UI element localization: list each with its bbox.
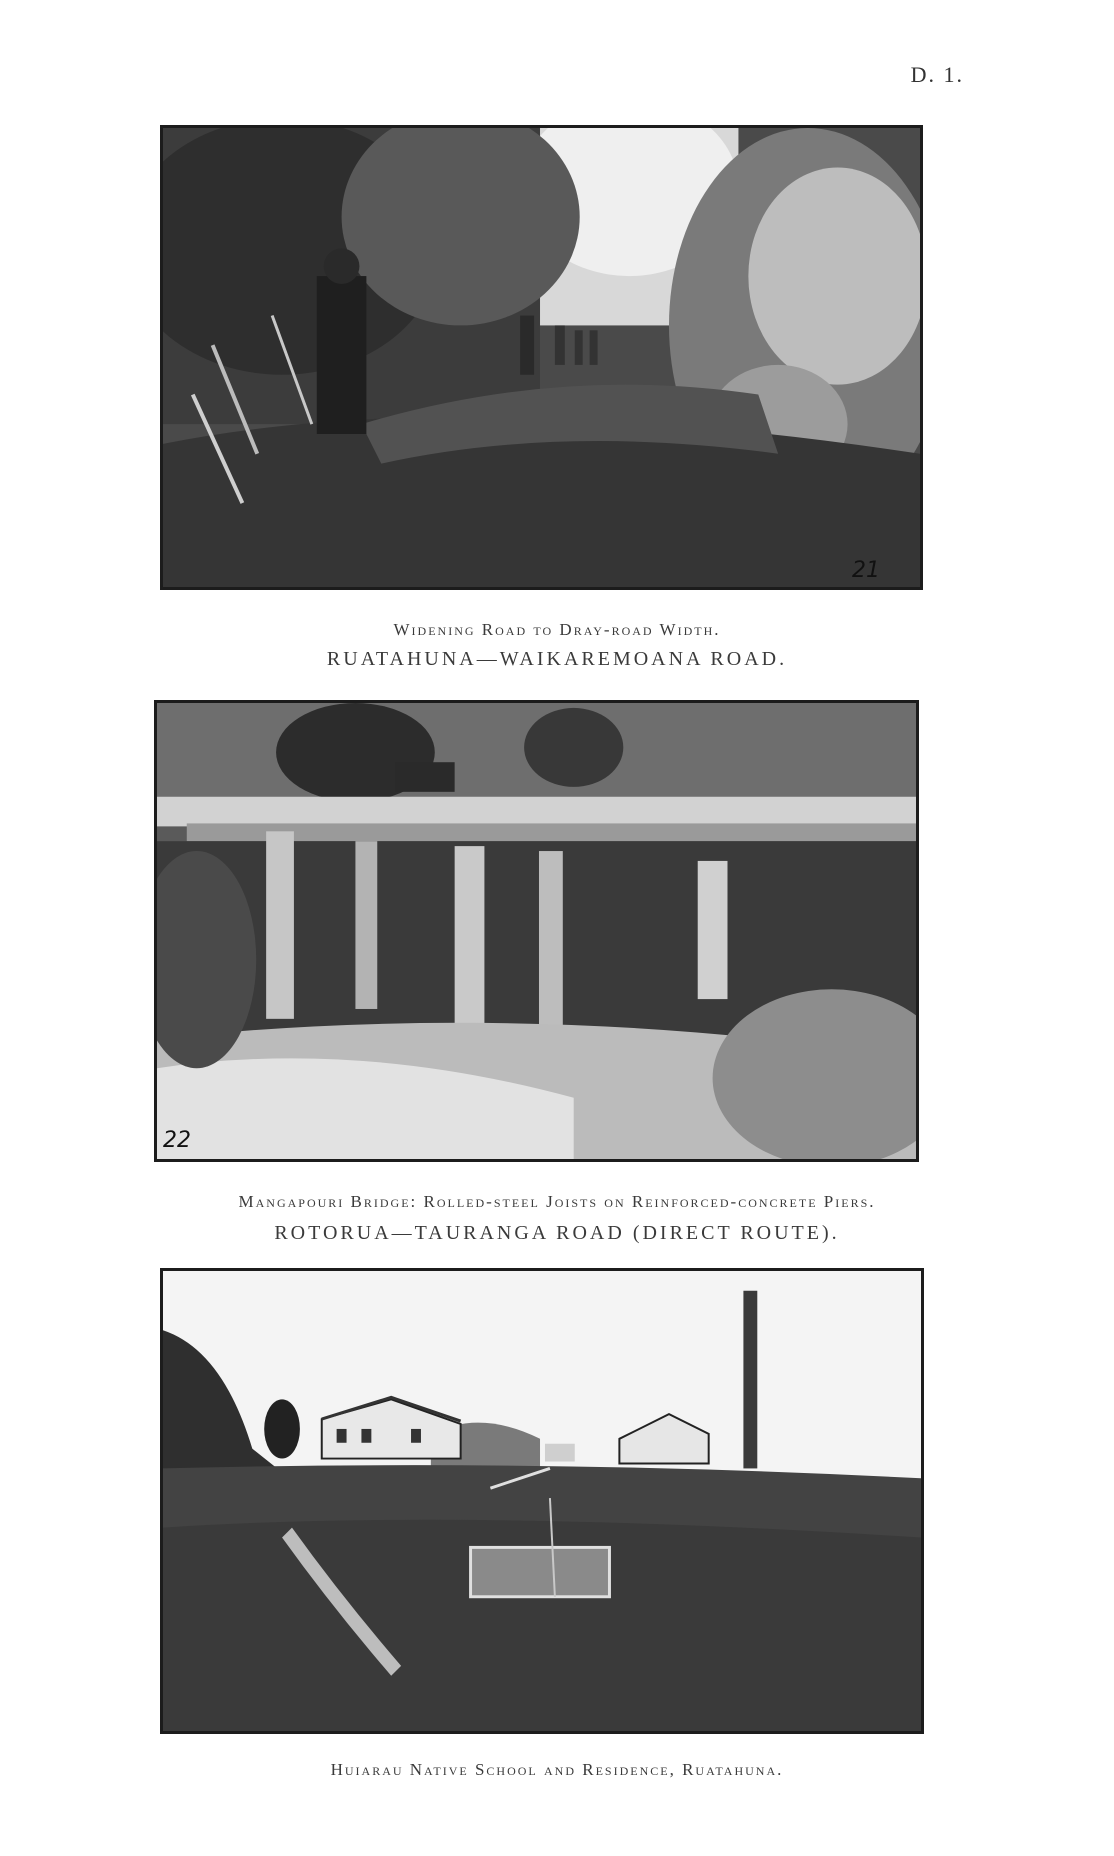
caption-plate-22: Mangapouri Bridge: Rolled-steel Joists on Reinforced-concrete Piers. (238, 1192, 876, 1211)
subcaption-plate-21: RUATAHUNA—WAIKAREMOANA ROAD. (326, 648, 788, 670)
plate-number: 21 (852, 558, 880, 583)
photo-mangapouri-bridge (154, 700, 919, 1162)
plate-number: 22 (163, 1128, 191, 1153)
caption-plate-21: Widening Road to Dray-road Width. (393, 620, 721, 639)
caption-school: Huiarau Native School and Residence, Ruatahuna. (330, 1760, 784, 1779)
page-reference: D. 1. (910, 62, 964, 87)
photo-huiarau-school (160, 1268, 924, 1734)
subcaption-plate-22: ROTORUA—TAURANGA ROAD (DIRECT ROUTE). (274, 1222, 840, 1244)
photo-road-widening (160, 125, 923, 590)
